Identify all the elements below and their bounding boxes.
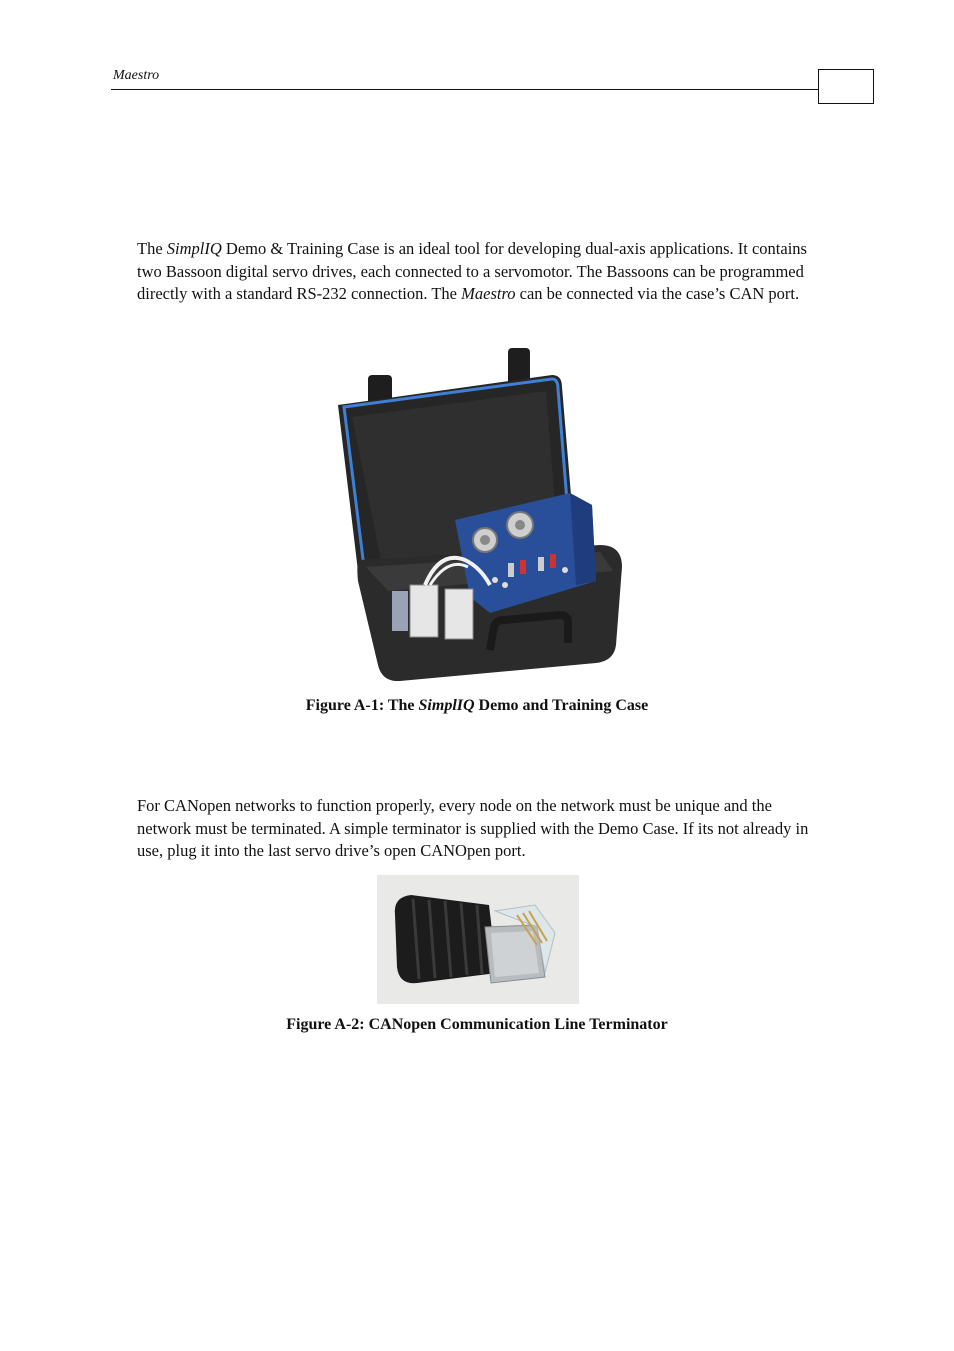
caption1-text-1: Figure A-1: The (305, 697, 419, 714)
intro-text-3: can be connected via the case’s CAN port. (515, 284, 800, 304)
canopen-paragraph: For CANopen networks to function properly, every node on the network must be unique and the network must be terminated. A simple terminator is supplied with the Demo Case. If its not already in use, plug it into the last servo drive’s open CANOpen port. (137, 796, 809, 861)
figure-a2-caption: Figure A-2: CANopen Communication Line Terminator (286, 1016, 668, 1033)
intro-paragraph (137, 238, 827, 306)
figure-a1-caption (0, 697, 954, 715)
caption1-text-2: Demo and Training Case (474, 697, 649, 714)
terminator-image (377, 875, 579, 1004)
product-name: SimplIQ (166, 239, 222, 258)
header-rule (111, 89, 819, 90)
caption1-product: SimplIQ (418, 697, 475, 714)
intro-text-2: Demo & Training Case is an ideal tool for developing dual-axis applications. It contains two Bassoon digital servo drives, each connected to a servomotor. The Bassoons can be programmed directly with a standard RS-232 connection. The (137, 239, 807, 304)
page-number-box (818, 69, 874, 104)
intro-text-1: The (137, 239, 167, 258)
running-header-title: Maestro (113, 68, 160, 83)
maestro-name: Maestro (461, 284, 516, 304)
demo-case-image (330, 345, 630, 685)
